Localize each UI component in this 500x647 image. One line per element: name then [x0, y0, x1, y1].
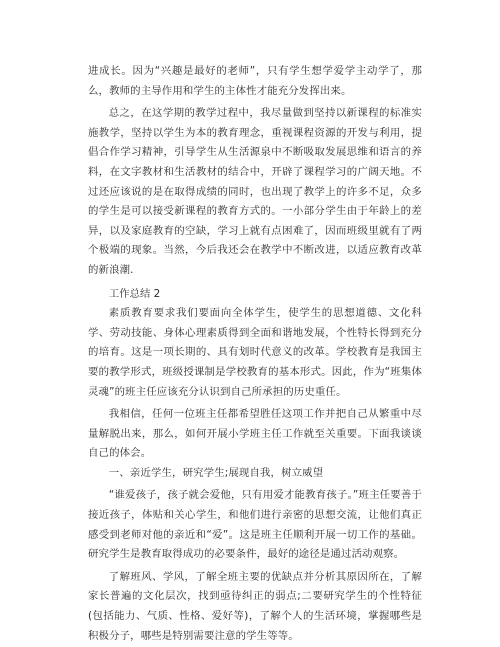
section-title: 工作总结 2: [108, 287, 161, 300]
paragraph-love-children: “谁爱孩子，孩子就会爱他，只有用爱才能教育孩子。”班主任要善于接近孩子，体贴和关心学生，和他们进行亲密的思想交流，让他们真正感受到老师对他的亲近和“爱”。这是班主任顺利开展一切工作的基础。研究学生是教育取得成功的必要条件，最好的途径是通过活动观察。: [88, 489, 422, 561]
paragraph-intro-continuation: 进成长。因为“兴趣是最好的老师”，只有学生想学爱学主动学了，那么，教师的主导作用和学生的主体性才能充分发挥出来。: [88, 65, 422, 97]
paragraph-belief: 我相信，任何一位班主任都希望胜任这项工作并把自己从繁重中尽量解脱出来，那么，如何开展小学班主任工作就至关重要。下面我谈谈自己的体会。: [88, 408, 422, 460]
subheading-approach-students: 一、亲近学生，研究学生;展现自我，树立威望: [108, 466, 324, 479]
document-body: [88, 62, 422, 646]
paragraph-summary: 总之，在这学期的教学过程中，我尽量做到坚持以新课程的标准实施教学，坚持以学生为本的教育理念，重视课程资源的开发与利用，提倡合作学习精神，引导学生从生活源泉中不断吸取发展思维和语言的养料，在文字教材和生活教材的结合中，开辟了课程学习的广阔天地。不过还应该说的是在取得成绩的同时，也出现了教学上的许多不足，众多的学生是可以接受新课程的教育方式的。一小部分学生由于年龄上的差异，以及家庭教育的空缺，学习上就有点困难了，因而班级里就有了两个极端的现象。当然，今后我还会在教学中不断改进，以适应教育改革的新浪潮.: [88, 107, 422, 276]
paragraph-understand-class: 了解班风、学风，了解全班主要的优缺点并分析其原因所在，了解家长普遍的文化层次，找到亟待纠正的弱点;二要研究学生的个性特征(包括能力、气质、性格、爱好等)，了解个人的生活环境，掌握哪些是积极分子，哪些是特别需要注意的学生等等。: [88, 570, 422, 642]
paragraph-quality-education: 素质教育要求我们要面向全体学生，使学生的思想道德、文化科学、劳动技能、身体心理素质得到全面和谐地发展，个性特长得到充分的培育。这是一项长期的、具有划时代意义的改革。学校教育是我国主要的教学形式，班级授课制是学校教育的基本形式。因此，作为“班集体灵魂”的班主任应该充分认识到自己所承担的历史重任。: [88, 307, 422, 398]
